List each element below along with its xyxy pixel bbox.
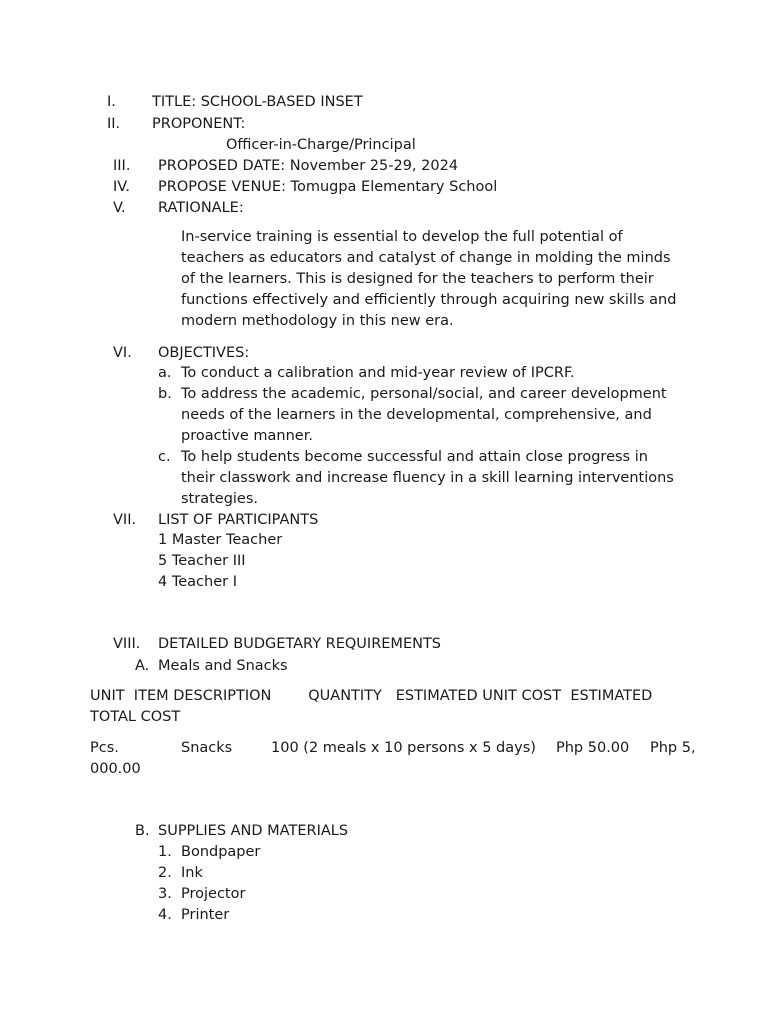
cell-total-cost-continued: 000.00 (90, 761, 141, 777)
cell-item: Snacks (181, 740, 233, 756)
supply-marker: 3. (158, 886, 172, 902)
objective-item (181, 363, 575, 384)
rationale-line: modern methodology in this new era. (181, 313, 454, 329)
participants-list (158, 530, 282, 593)
rationale-line: of the learners. This is designed for the teachers to perform their (181, 271, 654, 287)
objective-line: proactive manner. (181, 428, 313, 444)
cell-total-cost: Php 5, (650, 740, 696, 756)
participant-item: 4 Teacher I (158, 574, 237, 590)
objective-line: strategies. (181, 491, 259, 507)
section-title: RATIONALE: (158, 200, 244, 216)
objective-line: their classwork and increase fluency in a skill learning interventions (181, 470, 674, 486)
supply-marker: 4. (158, 907, 172, 923)
section-title: PROPOSED DATE: November 25-29, 2024 (158, 158, 459, 174)
section-title: TITLE: SCHOOL-BASED INSET (152, 94, 363, 110)
cell-quantity: 100 (2 meals x 10 persons x 5 days) (271, 740, 536, 756)
objective-line: To address the academic, personal/social, and career development (181, 386, 667, 402)
objective-line: needs of the learners in the developmental, comprehensive, and (181, 407, 652, 423)
subsection-title: SUPPLIES AND MATERIALS (158, 823, 349, 839)
rationale-line: teachers as educators and catalyst of change in molding the minds (181, 250, 671, 266)
supply-marker: 1. (158, 844, 172, 860)
section-number: VII. (113, 512, 137, 528)
objective-marker: b. (158, 386, 172, 402)
proponent-name: Officer-in-Charge/Principal (226, 137, 416, 153)
subsection-marker: A. (135, 658, 150, 674)
supply-item: Bondpaper (181, 844, 261, 860)
objective-item (181, 447, 674, 510)
supply-item: Ink (181, 865, 203, 881)
objective-marker: c. (158, 449, 171, 465)
section-number: II. (107, 116, 121, 132)
rationale-paragraph (181, 227, 676, 332)
section-number: V. (113, 200, 126, 216)
participant-item: 5 Teacher III (158, 553, 246, 569)
subsection-marker: B. (135, 823, 150, 839)
participant-item: 1 Master Teacher (158, 532, 283, 548)
section-title: DETAILED BUDGETARY REQUIREMENTS (158, 636, 442, 652)
objective-item (181, 384, 667, 447)
section-title: OBJECTIVES: (158, 345, 250, 361)
section-number: III. (113, 158, 131, 174)
rationale-line: In-service training is essential to develop the full potential of (181, 229, 623, 245)
cell-unit-cost: Php 50.00 (556, 740, 630, 756)
section-title: LIST OF PARTICIPANTS (158, 512, 319, 528)
cell-unit: Pcs. (90, 740, 119, 756)
supply-item: Printer (181, 907, 230, 923)
section-number: I. (107, 94, 116, 110)
section-number: VIII. (113, 636, 141, 652)
section-number: IV. (113, 179, 130, 195)
objective-line: To conduct a calibration and mid-year review of IPCRF. (181, 365, 575, 381)
supply-marker: 2. (158, 865, 172, 881)
objective-marker: a. (158, 365, 172, 381)
subsection-title: Meals and Snacks (158, 658, 288, 674)
section-number: VI. (113, 345, 132, 361)
supply-item: Projector (181, 886, 246, 902)
section-title: PROPONENT: (152, 116, 246, 132)
budget-table-header (90, 686, 652, 728)
section-title: PROPOSE VENUE: Tomugpa Elementary School (158, 179, 498, 195)
table-header-line: UNIT ITEM DESCRIPTION QUANTITY ESTIMATED UNIT COST ESTIMATED (90, 688, 653, 704)
rationale-line: functions effectively and efficiently through acquiring new skills and (181, 292, 677, 308)
objective-line: To help students become successful and attain close progress in (181, 449, 648, 465)
table-header-line: TOTAL COST (90, 709, 181, 725)
